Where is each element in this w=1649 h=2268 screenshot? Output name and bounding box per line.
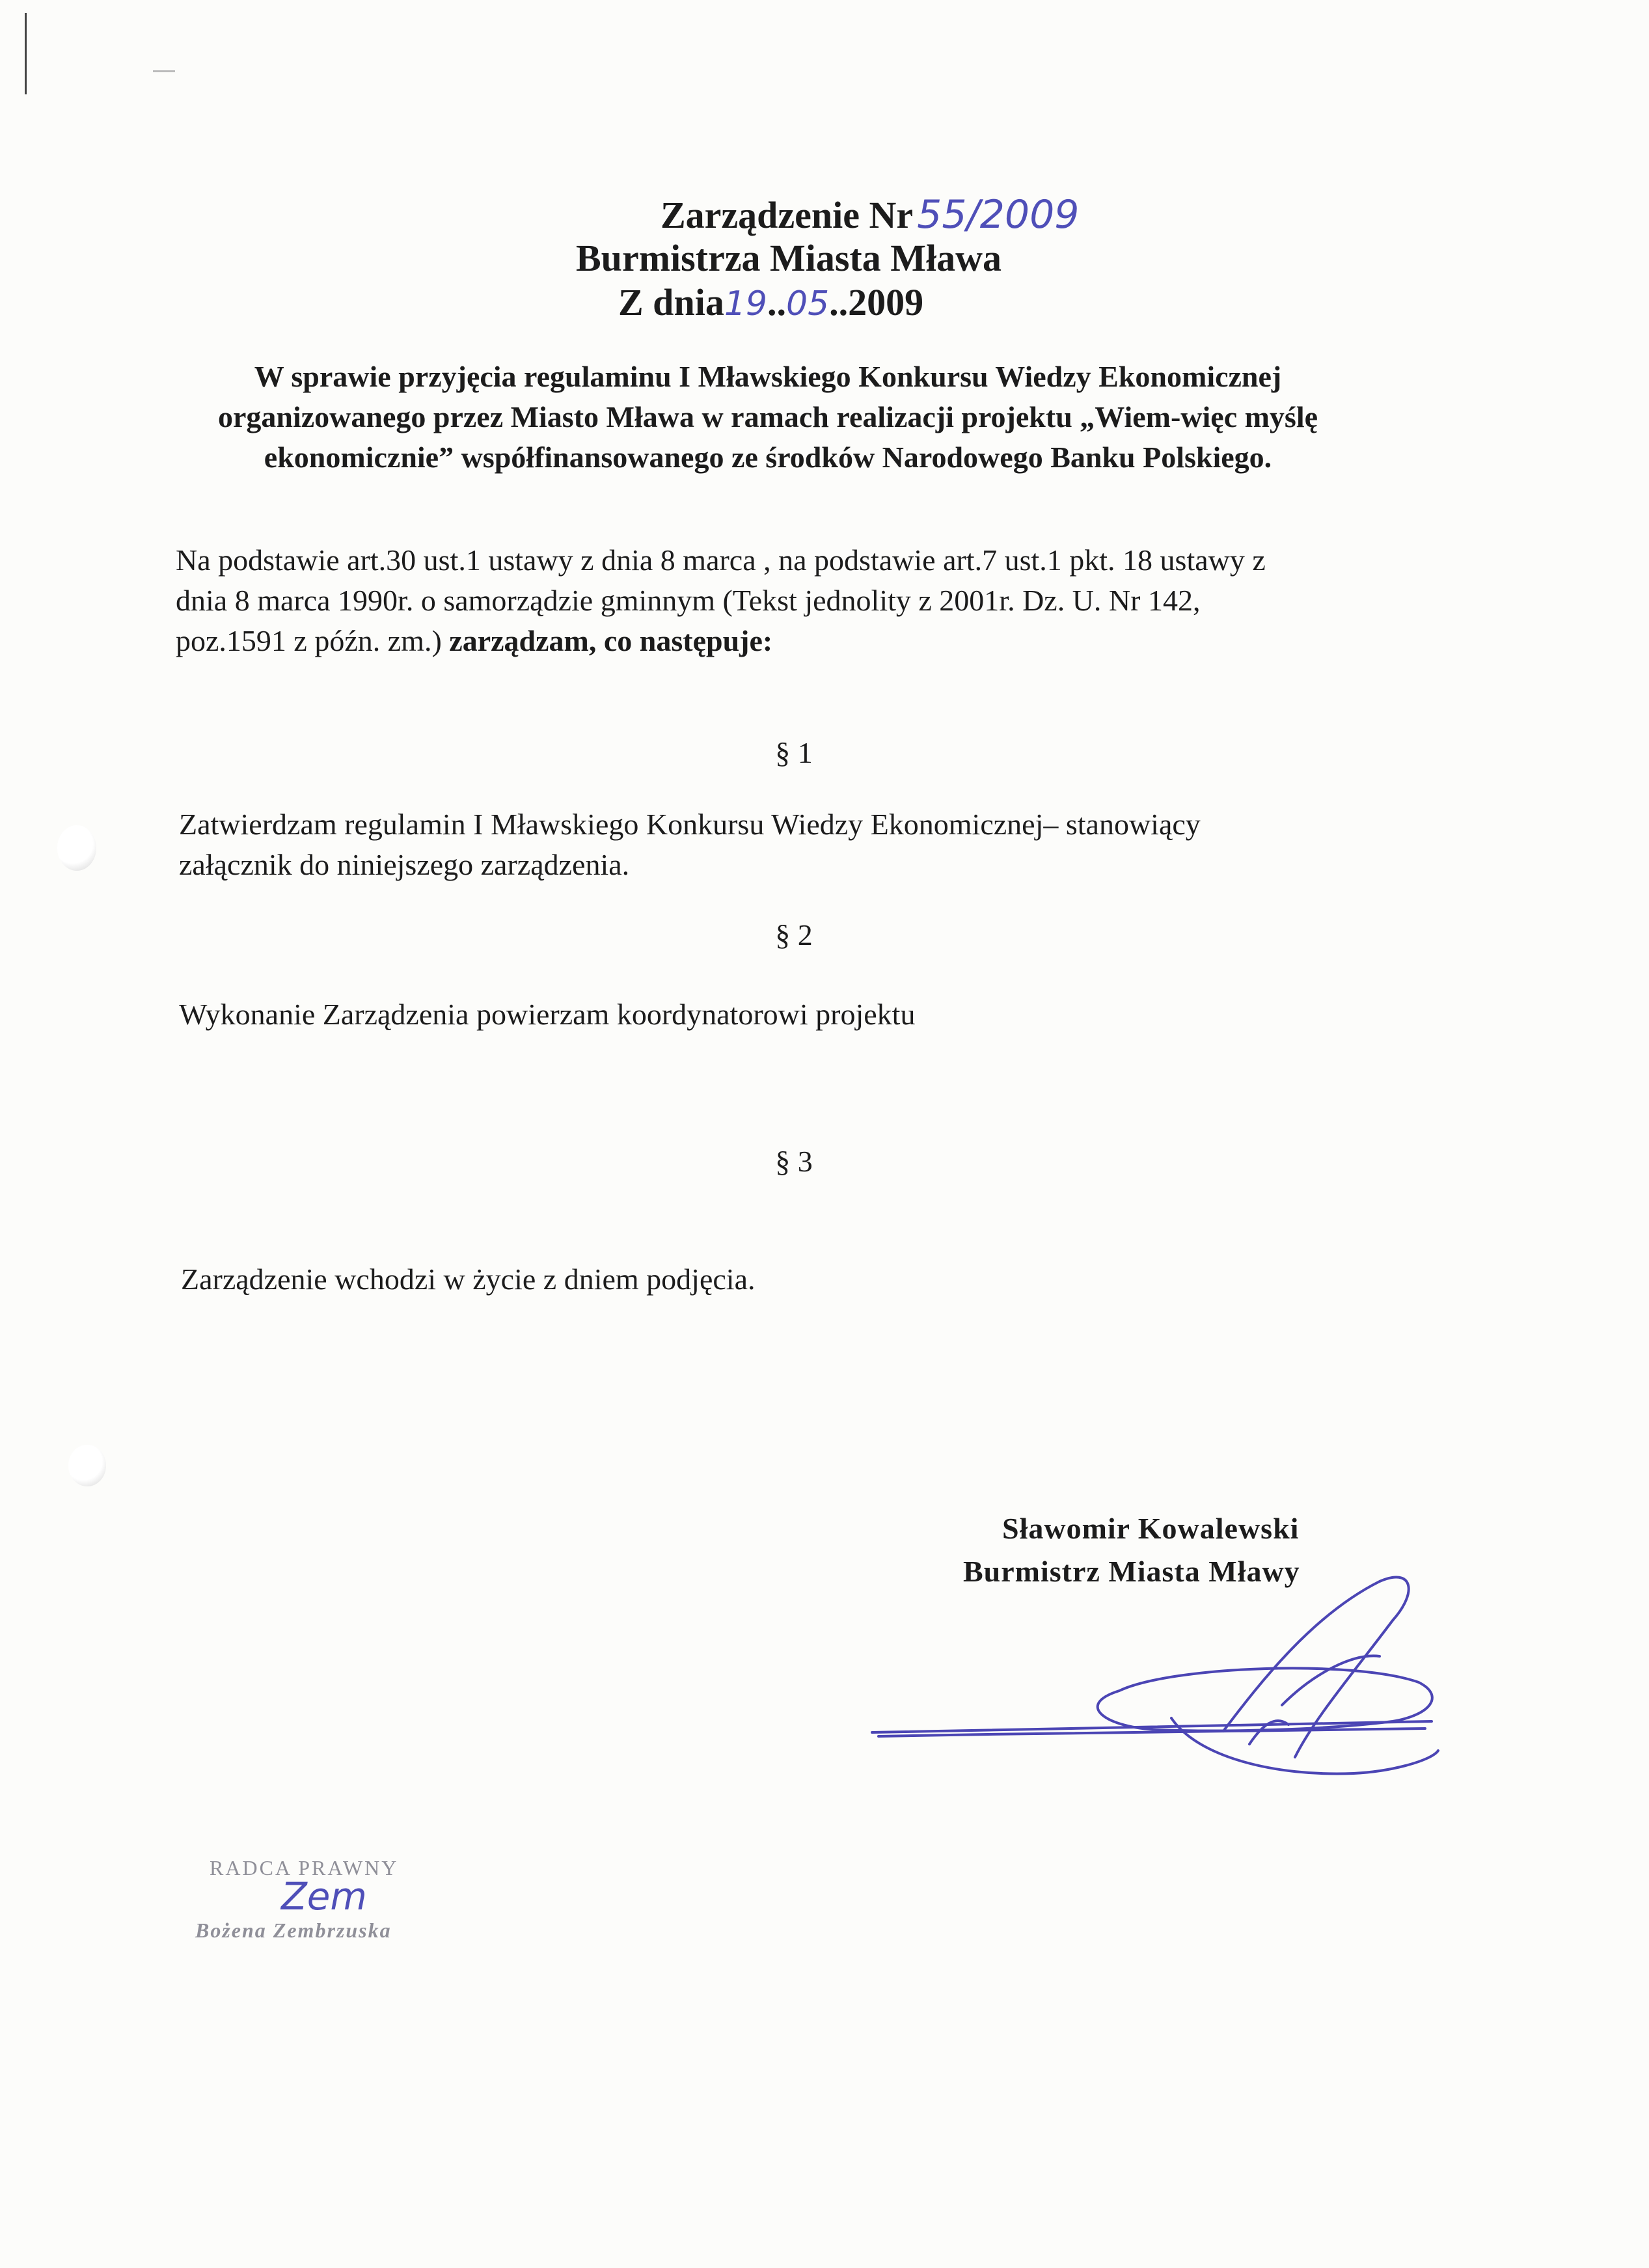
title-text: Zarządzenie Nr bbox=[661, 194, 914, 236]
subject-line: organizowanego przez Miasto Mława w ramach realizacji projektu „Wiem-więc myślę bbox=[217, 400, 1318, 433]
subject-block bbox=[150, 357, 1386, 478]
legal-stamp bbox=[195, 1848, 443, 1952]
preamble-line: Na podstawie art.30 ust.1 ustawy z dnia 8 marca , na podstawie art.7 ust.1 pkt. 18 ustawy z bbox=[176, 543, 1266, 577]
section-line: Zatwierdzam regulamin I Mławskiego Konkursu Wiedzy Ekonomicznej– stanowiący bbox=[179, 808, 1201, 841]
preamble-decree-phrase: zarządzam, co następuje: bbox=[449, 624, 773, 657]
document-title bbox=[661, 192, 1080, 238]
order-number-handwritten: 55/2009 bbox=[917, 192, 1080, 238]
issuer-title: Burmistrza Miasta Mława bbox=[576, 237, 1002, 279]
date-year: ..2009 bbox=[829, 281, 924, 323]
preamble bbox=[176, 540, 1477, 661]
date-day-handwritten: 19 bbox=[724, 284, 767, 323]
signature-drawing bbox=[859, 1562, 1445, 1822]
punch-hole-top bbox=[57, 825, 96, 871]
section-3-text: Zarządzenie wchodzi w życie z dniem podjęcia. bbox=[181, 1263, 756, 1296]
date-prefix: Z dnia bbox=[618, 281, 724, 323]
scan-mark bbox=[153, 70, 175, 72]
section-line: załącznik do niniejszego zarządzenia. bbox=[179, 848, 630, 881]
date-month-handwritten: 05 bbox=[786, 284, 830, 323]
stamp-title: RADCA PRAWNY bbox=[210, 1856, 399, 1879]
section-2-text: Wykonanie Zarządzenia powierzam koordynatorowi projektu bbox=[179, 998, 916, 1031]
stamp-name: Bożena Zembrzuska bbox=[195, 1919, 392, 1942]
signatory-title: Burmistrz Miasta Mławy bbox=[963, 1555, 1300, 1588]
margin-bar bbox=[25, 13, 27, 94]
section-mark-1: § 1 bbox=[775, 736, 813, 769]
preamble-text: poz.1591 z późn. zm.) bbox=[176, 624, 450, 657]
section-1-text bbox=[179, 804, 1480, 885]
section-mark-3: § 3 bbox=[775, 1145, 813, 1178]
stamp-initials-handwritten: Zem bbox=[281, 1874, 367, 1919]
section-mark-2: § 2 bbox=[775, 918, 813, 951]
signatory-name: Sławomir Kowalewski bbox=[1002, 1512, 1300, 1545]
punch-hole-bottom bbox=[68, 1445, 106, 1486]
date-separator: .. bbox=[767, 281, 786, 323]
preamble-line bbox=[176, 621, 1477, 661]
document-date bbox=[618, 281, 924, 323]
preamble-line: dnia 8 marca 1990r. o samorządzie gminnym (Tekst jednolity z 2001r. Dz. U. Nr 142, bbox=[176, 584, 1201, 617]
subject-line: W sprawie przyjęcia regulaminu I Mławskiego Konkursu Wiedzy Ekonomicznej bbox=[254, 360, 1282, 393]
subject-line: ekonomicznie” współfinansowanego ze środków Narodowego Banku Polskiego. bbox=[264, 441, 1272, 474]
